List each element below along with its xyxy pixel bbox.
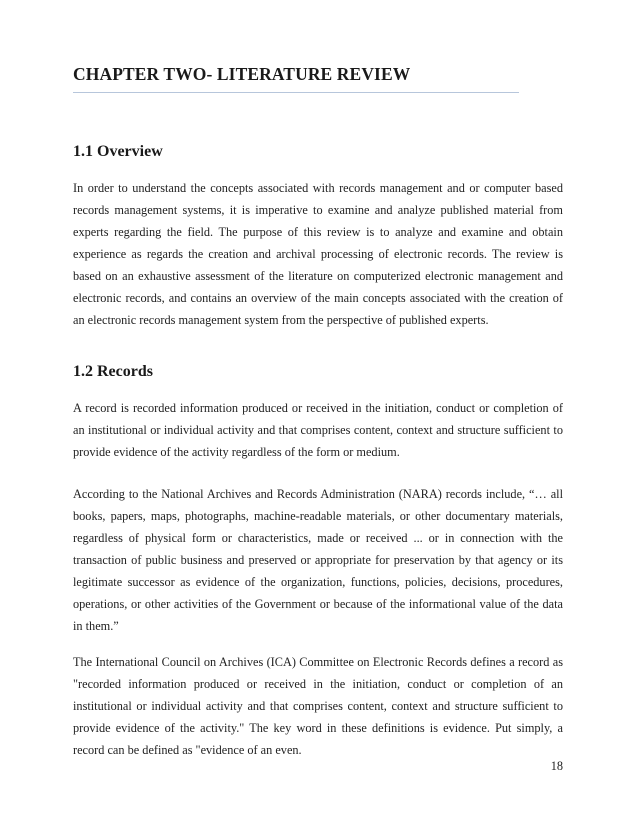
- records-paragraph-1: A record is recorded information produced or received in the initiation, conduct or completion of an institutional or individual activity and that comprises content, context and structure sufficient to provide evidence of the activity regardless of the form or medium.: [73, 401, 563, 459]
- chapter-title: CHAPTER TWO- LITERATURE REVIEW: [73, 64, 411, 84]
- section-heading-overview: 1.1 Overview: [73, 143, 163, 160]
- records-paragraph-3: The International Council on Archives (ICA) Committee on Electronic Records defines a record as "recorded information produced or received in the initiation, conduct or completion of an institutional or individual activity and that comprises content, context and structure sufficient to provide evidence of the activity." The key word in these definitions is evidence. Put simply, a record can be defined as "evidence of an even.: [73, 655, 563, 757]
- document-page: [73, 0, 563, 826]
- page-number: 18: [550, 759, 563, 773]
- records-paragraph-2: According to the National Archives and Records Administration (NARA) records include, “… all books, papers, maps, photographs, machine-readable materials, or other documentary materials, regardless of physical form or characteristics, made or received ... or in connection with the transaction of public business and preserved or appropriate for preservation by that agency or its legitimate successor as evidence of the organization, functions, policies, decisions, procedures, operations, or other activities of the Government or because of the informational value of the data in them.”: [73, 487, 563, 633]
- overview-paragraph: In order to understand the concepts associated with records management and or computer based records management systems, it is imperative to examine and analyze published material from experts regarding the field. The purpose of this review is to analyze and examine and obtain experience as regards the creation and archival processing of electronic records. The review is based on an exhaustive assessment of the literature on computerized electronic management and electronic records, and contains an overview of the main concepts associated with the creation of an electronic records management system from the perspective of published experts.: [73, 181, 563, 327]
- section-heading-records: 1.2 Records: [73, 363, 153, 380]
- title-underline-rule: [73, 92, 519, 93]
